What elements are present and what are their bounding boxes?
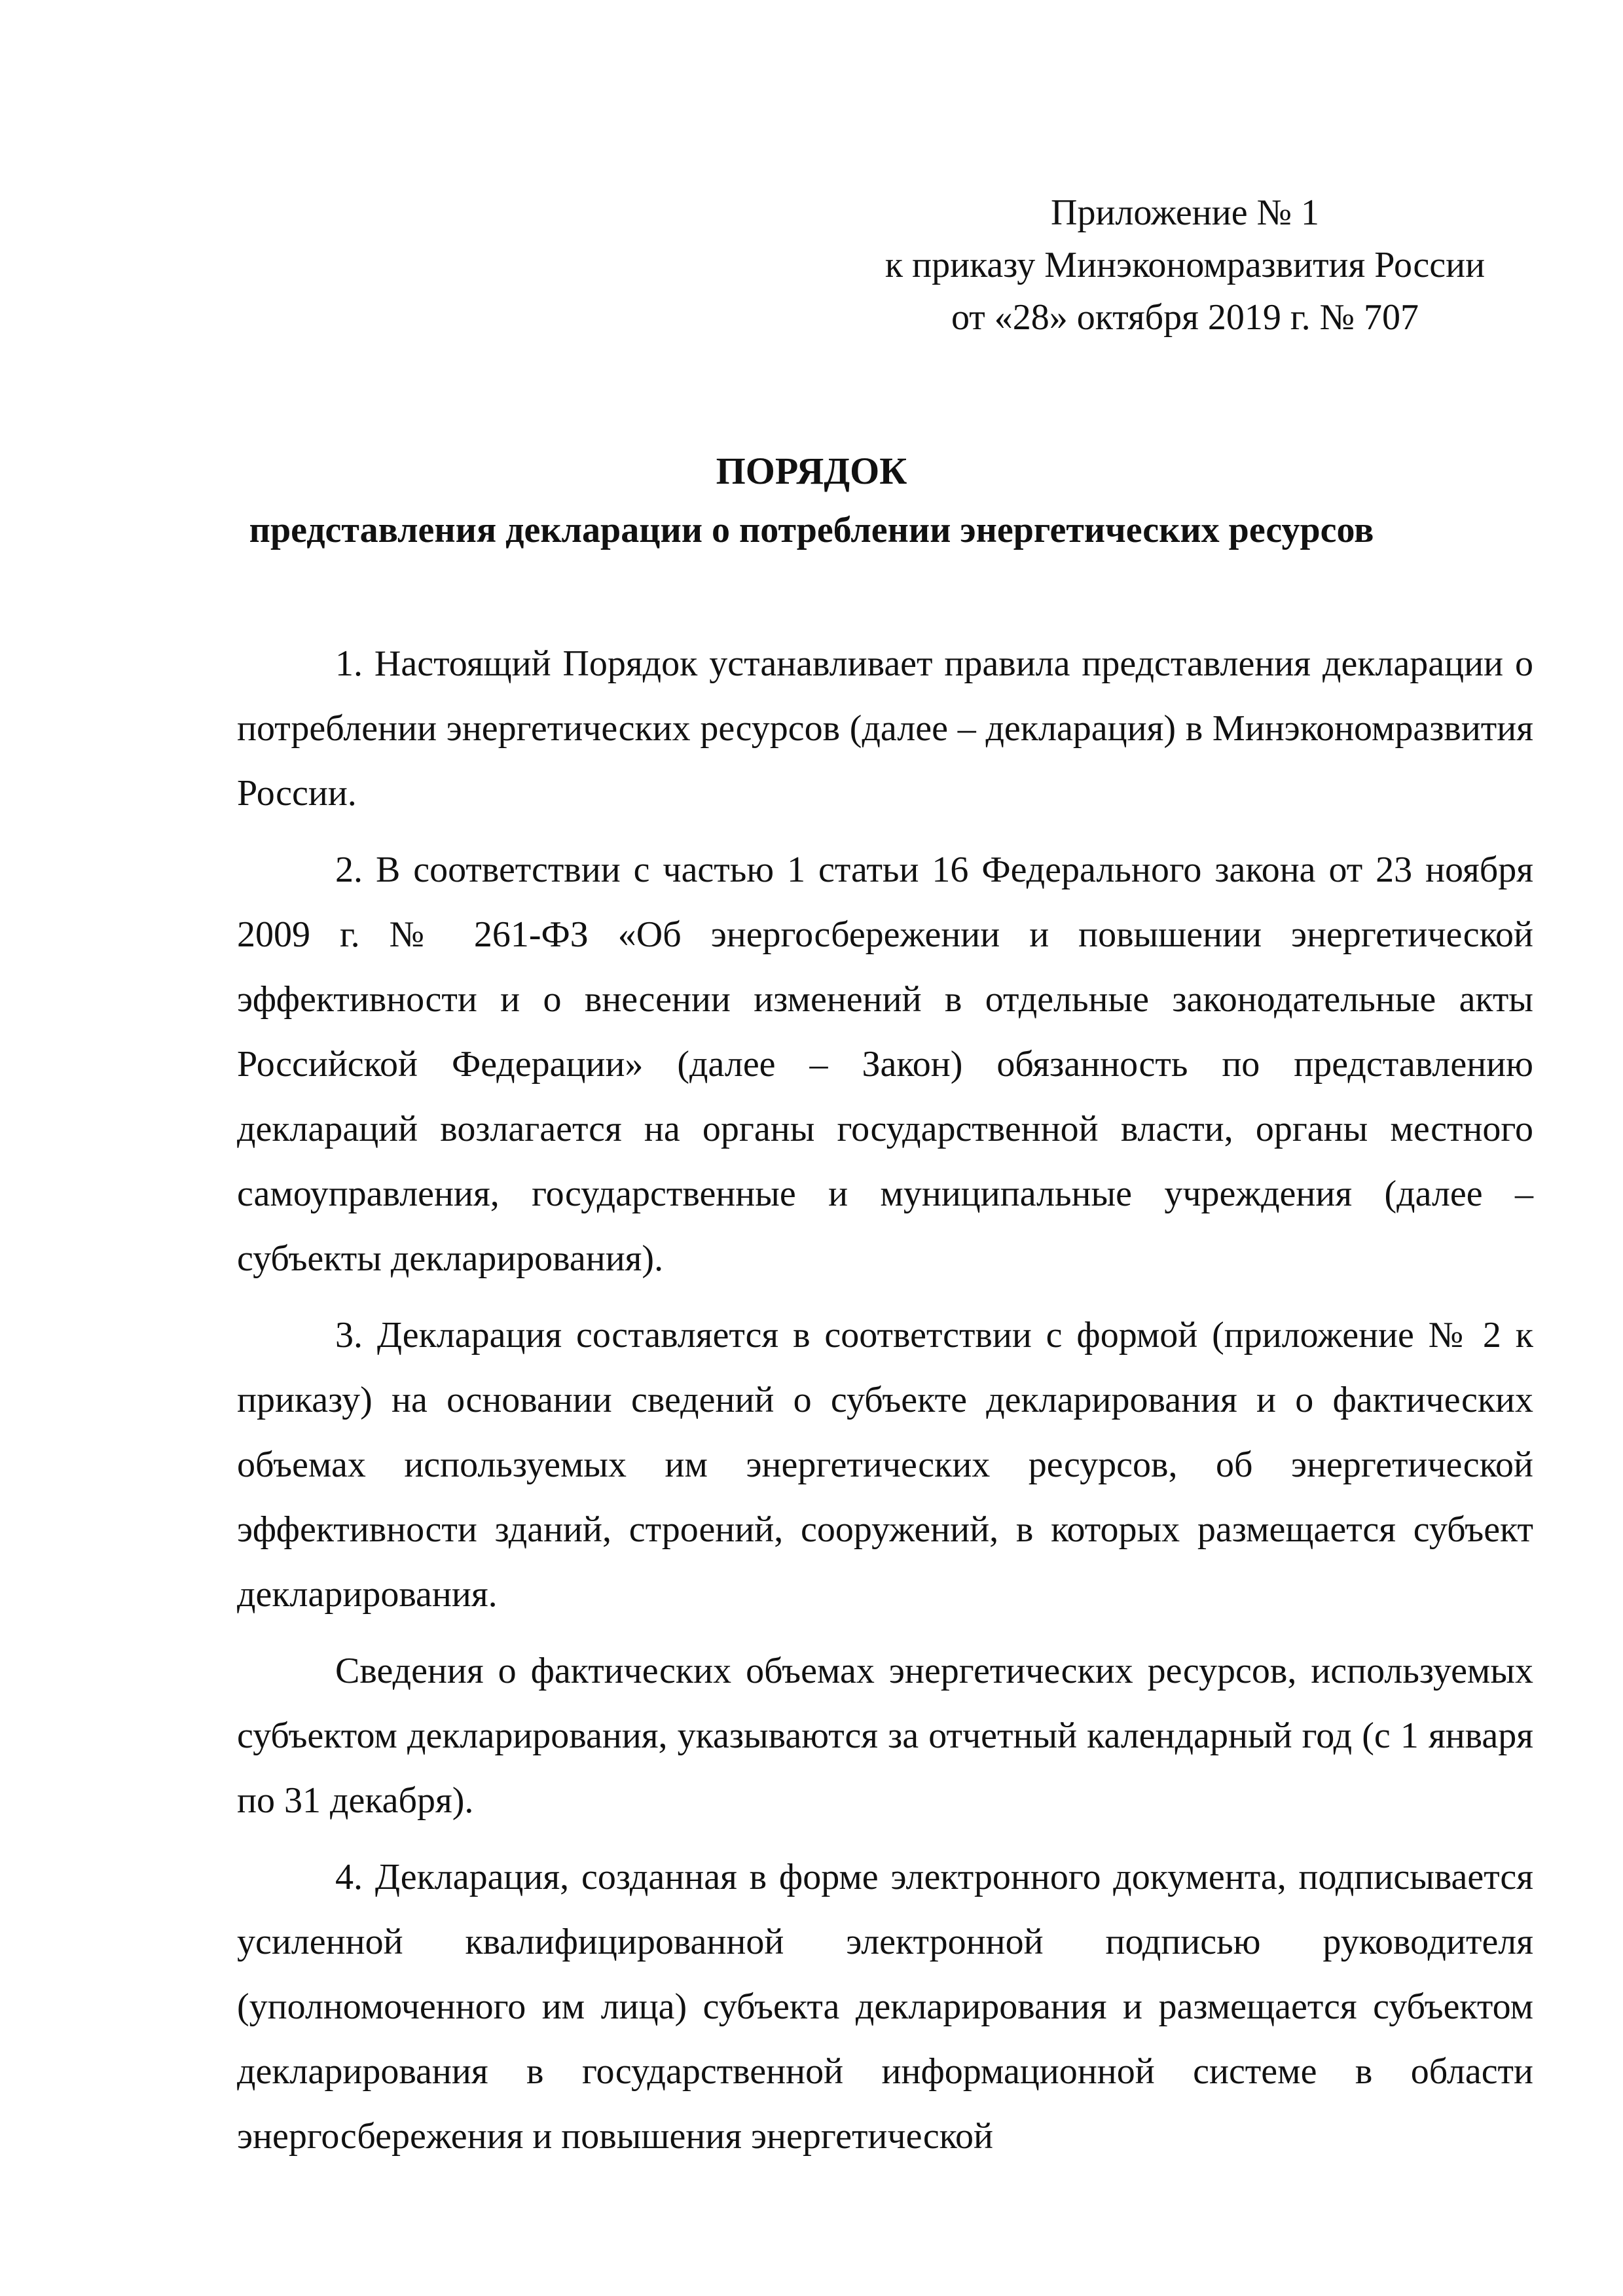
appendix-header	[838, 187, 1532, 344]
appendix-order-ref: к приказу Минэкономразвития России	[884, 245, 1486, 285]
appendix-number: Приложение № 1	[1051, 192, 1319, 233]
paragraph-3-continued: Сведения о фактических объемах энергетических ресурсов, используемых субъектом декларирования, указываются за отчетный календарный год (с 1 января по 31 декабря).	[237, 1651, 1533, 1821]
document-title: ПОРЯДОК	[716, 450, 907, 492]
document-subtitle: представления декларации о потреблении энергетических ресурсов	[249, 510, 1374, 550]
paragraph-4: 4. Декларация, созданная в форме электронного документа, подписывается усиленной квалифицированной электронной подписью руководителя (уполномоченного им лица) субъекта декларирования и размещается субъектом декларирования в государственной информационной системе в области энергосбережения и повышения энергетической	[237, 1857, 1533, 2157]
appendix-order-date: от «28» октября 2019 г. № 707	[951, 297, 1419, 338]
paragraph-3: 3. Декларация составляется в соответствии с формой (приложение № 2 к приказу) на основании сведений о субъекте декларирования и о фактических объемах используемых им энергетических ресурсов, об энергетической эффективности зданий, строений, сооружений, в которых размещается субъект декларирования.	[237, 1315, 1533, 1615]
document-body	[237, 632, 1533, 2181]
paragraph-2: 2. В соответствии с частью 1 статьи 16 Федерального закона от 23 ноября 2009 г. № 261-ФЗ «Об энергосбережении и повышении энергетической эффективности и о внесении изменений в отдельные законодательные акты Российской Федерации» (далее – Закон) обязанность по представлению деклараций возлагается на органы государственной власти, органы местного самоуправления, государственные и муниципальные учреждения (далее – субъекты декларирования).	[237, 850, 1533, 1279]
paragraph-1: 1. Настоящий Порядок устанавливает правила представления декларации о потреблении энергетических ресурсов (далее – декларация) в Минэкономразвития России.	[237, 643, 1533, 814]
